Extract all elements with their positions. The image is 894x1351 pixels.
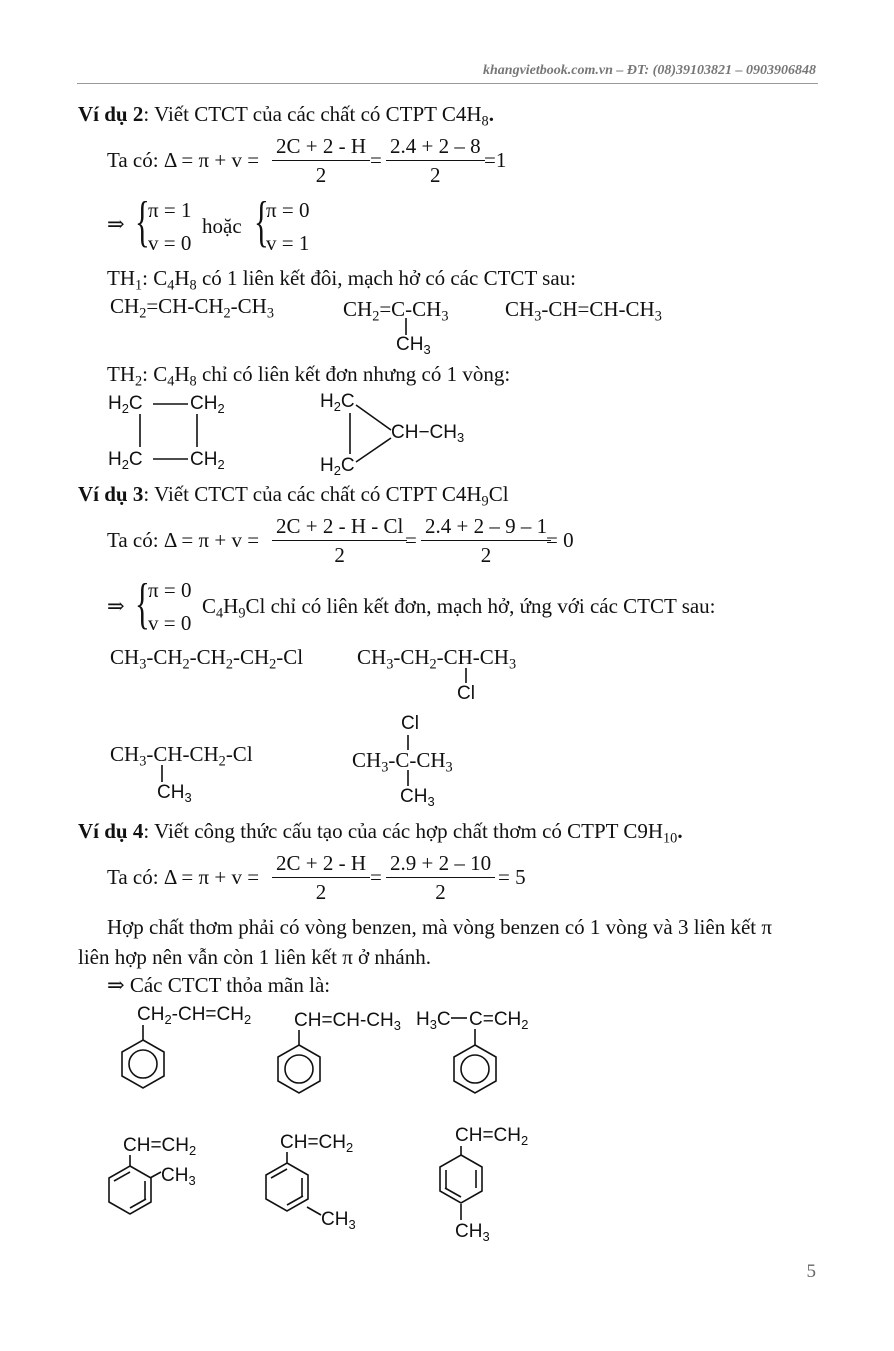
- brace: {: [135, 573, 150, 635]
- brace: {: [135, 191, 150, 253]
- structure-1-chlorobutane: $CH_3-CH_2-CH_2-CH_2-Cl$: [110, 645, 304, 673]
- example-2-label: Ví dụ 2: [78, 102, 144, 126]
- benzene-ring-m-methylstyrene: [266, 1163, 308, 1211]
- ex3-conclusion: $C_4H_9Cl$ chỉ có liên kết đơn, mạch hở, ứng với các CTCT sau:: [202, 594, 716, 622]
- substituent-label: $CH=CH_2$: [280, 1132, 354, 1155]
- ex4-fraction-2: $\frac{2.9 + 2 - 10}{2}$: [386, 853, 495, 903]
- page-number: 5: [806, 1261, 816, 1282]
- substituent-label: $H_3C$: [416, 1009, 451, 1032]
- implies-arrow: ⇒: [107, 212, 125, 236]
- ex4-eq-prefix: Ta có: Δ = π + v =: [107, 865, 260, 889]
- benzene-ring-1: [122, 1040, 164, 1088]
- example-4-title: Ví dụ 4: Viết công thức cấu tạo của các hợp chất thơm có CTPT $C9H_{10}$.: [78, 819, 683, 847]
- ex3-fraction-2: $\frac{2.4 + 2 - 9 - 1}{2}$: [421, 516, 551, 566]
- page-header: khangvietbook.com.vn – ĐT: (08)39103821 – 0903906848: [483, 63, 816, 78]
- example-3-label: Ví dụ 3: [78, 482, 144, 506]
- page: khangvietbook.com.vn – ĐT: (08)39103821 – 0903906848 Ví dụ 2: Viết CTCT của các chất có CTPT $C4H_8$. Ta có: Δ = π + v = $\frac{2C + 2 - H}{2}$ = $\frac{2.4 + 2 - 8}{2}$ =1 ⇒ { π = 1 v = 0 hoặc { π = 0 v = 1 $TH_1$: $C_4H_8$ có 1 liên kết đôi, mạch hở có các CTCT sau: $CH_2=CH-CH_2-CH_3$ $CH_2=C-CH_3$ $CH_3$ $CH_3-CH=CH-CH_3$ $TH_2$: $C_4H_8$ chỉ có liên kết đơn nhưng có 1 vòng: $H_2C$ $CH_2$ $H_2C$ $CH_2$ $H_2C$ $CH-CH_3$ $H_2C$ Ví dụ 3: Viết CTCT của các chất có CTPT $C4H_9Cl$ Ta có: Δ = π + v = $\frac{2C + 2 - H - Cl}{2}$ = $\frac{2.4 + 2 - 9 - 1}{2}$ = 0 ⇒ { π = 0 v = 0 $C_4H_9Cl$ chỉ có liên kết đơn, mạch hở, ứng với các CTCT sau: $CH_3-CH_2-CH_2-CH_2-Cl$ $CH_3-CH_2-CH-CH_3$ Cl $CH_3-CH-CH_2-Cl$ $CH_3$ Cl $CH_3-C-CH_3$ $CH_3$ Ví dụ 4: Viết công thức cấu tạo của các hợp chất thơm có CTPT $C9H_{10}$. Ta có: Δ = π + v = $\frac{2C + 2 - H}{2}$ = $\frac{2.9 + 2 - 10}{2}$ = 5 Hợp chất thơm phải có vòng benzen, mà vòng benzen có 1 vòng và 3 liên kết π liên hợp nên vẫn còn 1 liên kết π ở nhánh. ⇒ Các CTCT thỏa mãn là: $CH_2-CH=CH_2$ $CH=CH-CH_3$ $H_3C$ $C=CH_2$ $CH=CH_2$ $CH_3$ $CH=CH_2$ $CH_3$ $CH=CH_2$ $CH_3$ 5: [0, 0, 894, 1351]
- benzene-ring-p-methylstyrene: [440, 1155, 482, 1203]
- ex2-fraction-1: $\frac{2C + 2 - H}{2}$: [272, 136, 370, 186]
- benzene-ring-3: [454, 1045, 496, 1093]
- methyl-branch-label: $CH_3$: [400, 786, 435, 809]
- bond-line: [150, 1172, 161, 1178]
- ex4-fraction-1: $\frac{2C + 2 - H}{2}$: [272, 853, 370, 903]
- structure-1-chloro-2-methylpropane: $CH_3-CH-CH_2-Cl$: [110, 742, 253, 770]
- cyclopropane-atom: $CH-CH_3$: [391, 422, 465, 445]
- cyclobutane-atom: $H_2C$: [108, 449, 143, 472]
- chloro-branch-label: Cl: [457, 683, 475, 704]
- ex3-fraction-1: $\frac{2C + 2 - H - Cl}{2}$: [272, 516, 407, 566]
- substituent-label: $CH_3$: [321, 1209, 356, 1232]
- bond-line: [307, 1207, 321, 1215]
- brace: {: [254, 191, 269, 253]
- structure-2-chlorobutane: $CH_3-CH_2-CH-CH_3$: [357, 645, 517, 673]
- methyl-branch-label: $CH_3$: [396, 334, 431, 357]
- example-2-title: Ví dụ 2: Viết CTCT của các chất có CTPT $C4H_8$.: [78, 102, 494, 130]
- substituent-label: $CH_2-CH=CH_2$: [137, 1004, 252, 1027]
- benzene-ring-2: [278, 1045, 320, 1093]
- benzene-ring-o-methylstyrene: [109, 1166, 151, 1214]
- implies-arrow: ⇒: [107, 594, 125, 618]
- bond-line: [356, 438, 391, 462]
- paragraph-line-2: liên hợp nên vẫn còn 1 liên kết π ở nhánh.: [78, 945, 431, 969]
- substituent-label: $C=CH_2$: [469, 1009, 529, 1032]
- cyclobutane-atom: $CH_2$: [190, 449, 225, 472]
- substituent-label: $CH_3$: [455, 1221, 490, 1244]
- structure-but-2-ene: $CH_3-CH=CH-CH_3$: [505, 297, 662, 325]
- cyclopropane-atom: $H_2C$: [320, 455, 355, 478]
- methyl-branch-label: $CH_3$: [157, 782, 192, 805]
- ex2-fraction-2: $\frac{2.4 + 2 - 8}{2}$: [386, 136, 485, 186]
- th2-line: $TH_2$: $C_4H_8$ chỉ có liên kết đơn nhưng có 1 vòng:: [107, 362, 511, 390]
- chloro-branch-label: Cl: [401, 713, 419, 734]
- example-4-label: Ví dụ 4: [78, 819, 144, 843]
- structure-2-chloro-2-methylpropane: $CH_3-C-CH_3$: [352, 748, 453, 776]
- substituent-label: $CH=CH-CH_3$: [294, 1010, 401, 1033]
- cyclobutane-atom: $H_2C$: [108, 393, 143, 416]
- substituent-label: $CH_3$: [161, 1165, 196, 1188]
- bond-line: [356, 405, 391, 430]
- example-3-title: Ví dụ 3: Viết CTCT của các chất có CTPT $C4H_9Cl$: [78, 482, 509, 510]
- paragraph-line-1: Hợp chất thơm phải có vòng benzen, mà vòng benzen có 1 vòng và 3 liên kết π: [107, 915, 772, 939]
- ex3-eq-prefix: Ta có: Δ = π + v =: [107, 528, 260, 552]
- th1-line: $TH_1$: $C_4H_8$ có 1 liên kết đôi, mạch hở có các CTCT sau:: [107, 266, 576, 294]
- cyclopropane-atom: $H_2C$: [320, 391, 355, 414]
- structure-2-methylpropene: $CH_2=C-CH_3$: [343, 297, 449, 325]
- structure-but-1-ene: $CH_2=CH-CH_2-CH_3$: [110, 294, 274, 322]
- substituent-label: $CH=CH_2$: [123, 1135, 197, 1158]
- ex4-conclusion: ⇒ Các CTCT thỏa mãn là:: [107, 973, 331, 997]
- ex2-eq-prefix: Ta có: Δ = π + v =: [107, 148, 260, 172]
- cyclobutane-atom: $CH_2$: [190, 393, 225, 416]
- substituent-label: $CH=CH_2$: [455, 1125, 529, 1148]
